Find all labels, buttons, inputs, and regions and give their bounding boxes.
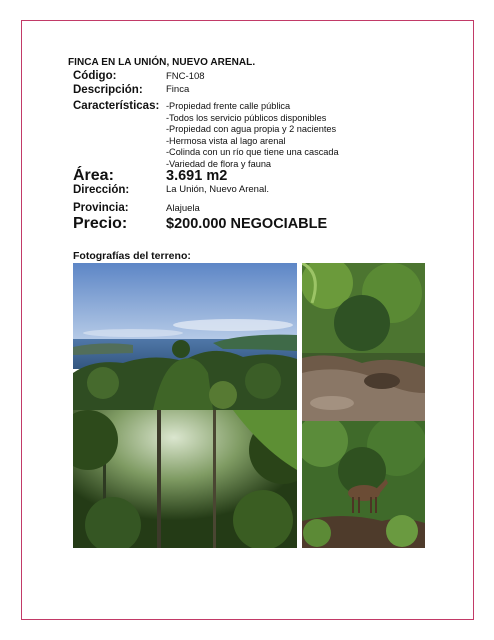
- deer-photo: [302, 421, 425, 548]
- feature-item: -Variedad de flora y fauna: [166, 158, 272, 169]
- caracteristicas-label: Características:: [73, 100, 160, 112]
- codigo-value: FNC-108: [166, 71, 205, 82]
- feature-item: -Propiedad frente calle pública: [166, 101, 291, 111]
- feature-item: -Colinda con un río que tiene una cascada: [166, 147, 339, 158]
- area-value: 3.691 m2: [166, 168, 228, 184]
- feature-item: -Todos los servicio públicos disponibles: [166, 112, 327, 123]
- feature-item: -Propiedad con agua propia y 2 nacientes: [166, 124, 337, 135]
- direccion-label: Dirección:: [73, 184, 130, 196]
- forest-photo: [73, 410, 297, 548]
- river-photo: [302, 263, 425, 421]
- codigo-label: Código:: [73, 70, 117, 82]
- precio-value: $200.000 NEGOCIABLE: [166, 216, 328, 232]
- document-title: FINCA EN LA UNIÓN, NUEVO ARENAL.: [68, 57, 256, 68]
- area-label: Área:: [73, 167, 114, 184]
- caracteristicas-list: [166, 101, 339, 171]
- direccion-value: La Unión, Nuevo Arenal.: [166, 184, 269, 195]
- feature-item: -Hermosa vista al lago arenal: [166, 135, 286, 146]
- descripcion-label: Descripción:: [73, 84, 143, 96]
- provincia-value: Alajuela: [166, 203, 200, 214]
- photos-title: Fotografías del terreno:: [73, 250, 191, 262]
- precio-label: Precio:: [73, 215, 128, 232]
- lake-view-photo: [73, 263, 297, 410]
- provincia-label: Provincia:: [73, 202, 129, 214]
- descripcion-value: Finca: [166, 84, 190, 95]
